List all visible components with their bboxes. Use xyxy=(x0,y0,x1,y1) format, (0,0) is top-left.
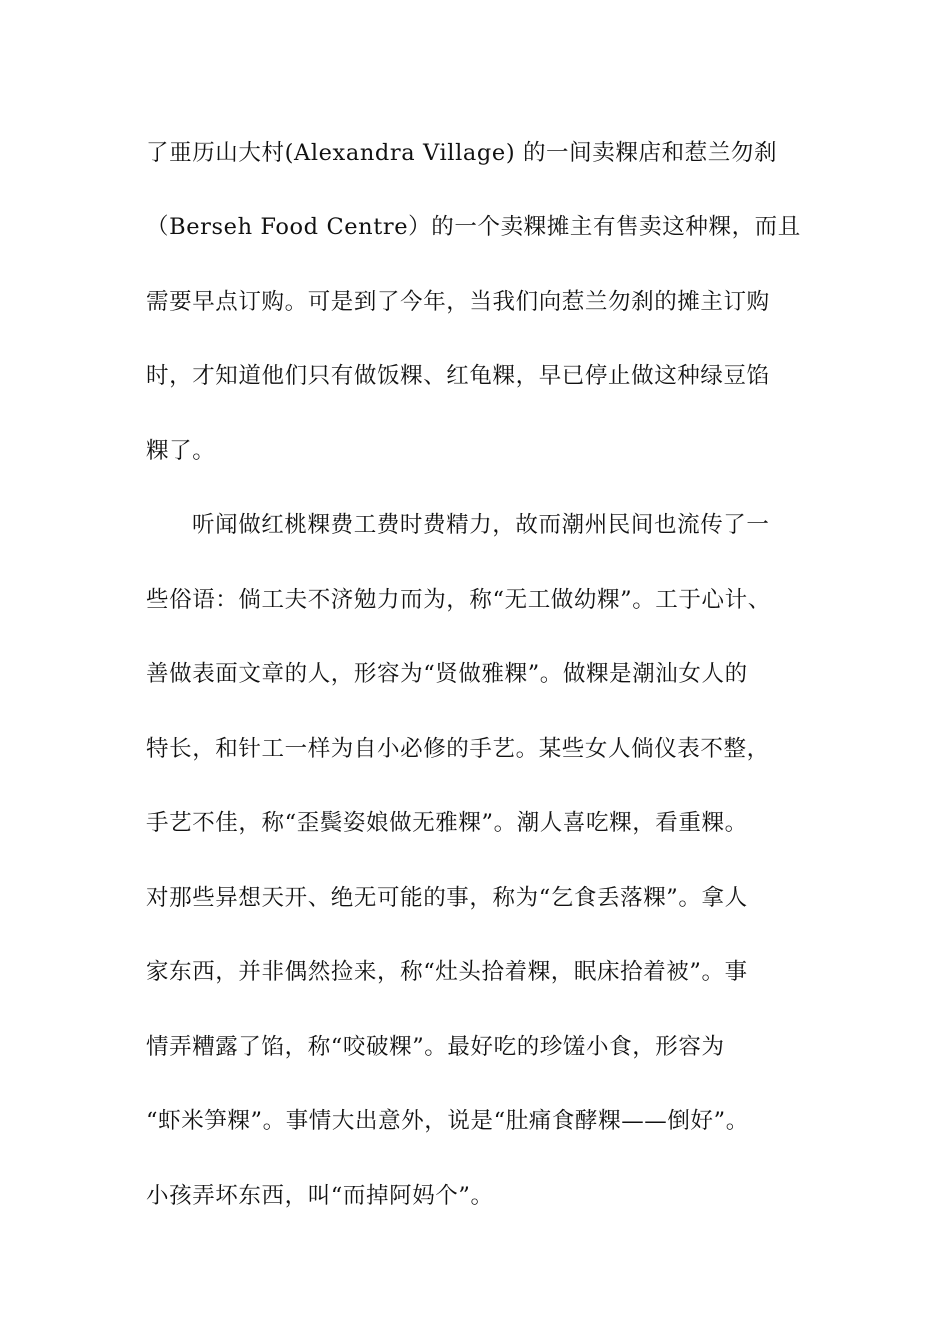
text-line-2: （Berseh Food Centre）的一个卖粿摊主有售卖这种粿，而且 xyxy=(146,214,801,240)
text-line-10: 手艺不佳，称“歪鬓姿娘做无雅粿”。潮人喜吃粿，看重粿。 xyxy=(146,810,748,836)
text-line-9: 特长，和针工一样为自小必修的手艺。某些女人倘仪表不整， xyxy=(146,736,770,762)
text-line-4: 时，才知道他们只有做饭粿、红龟粿，早已停止做这种绿豆馅 xyxy=(146,363,770,389)
paragraph-2-first-line: 听闻做红桃粿费工费时费精力，故而潮州民间也流传了一 xyxy=(192,512,770,538)
text-line-1: 了亜历山大村(Alexandra Village) 的一间卖粿店和惹兰勿刹 xyxy=(146,140,778,166)
text-line-12: 家东西，并非偶然捡来，称“灶头拾着粿，眠床拾着被”。事 xyxy=(146,959,748,985)
text-line-15: 小孩弄坏东西，叫“而掉阿妈个”。 xyxy=(146,1183,494,1209)
text-line-11: 对那些异想天开、绝无可能的事，称为“乞食丢落粿”。拿人 xyxy=(146,885,748,911)
text-line-13: 情弄糟露了馅，称“咬破粿”。最好吃的珍馐小食，形容为 xyxy=(146,1034,725,1060)
text-line-14: “虾米笋粿”。事情大出意外，说是“肚痛食酵粿——倒好”。 xyxy=(146,1108,749,1134)
text-line-3: 需要早点订购。可是到了今年，当我们向惹兰勿刹的摊主订购 xyxy=(146,289,770,315)
text-line-5: 粿了。 xyxy=(146,438,216,464)
text-line-7: 些俗语：倘工夫不济勉力而为，称“无工做幼粿”。工于心计、 xyxy=(146,587,771,613)
text-line-8: 善做表面文章的人，形容为“贤做雅粿”。做粿是潮汕女人的 xyxy=(146,661,748,687)
